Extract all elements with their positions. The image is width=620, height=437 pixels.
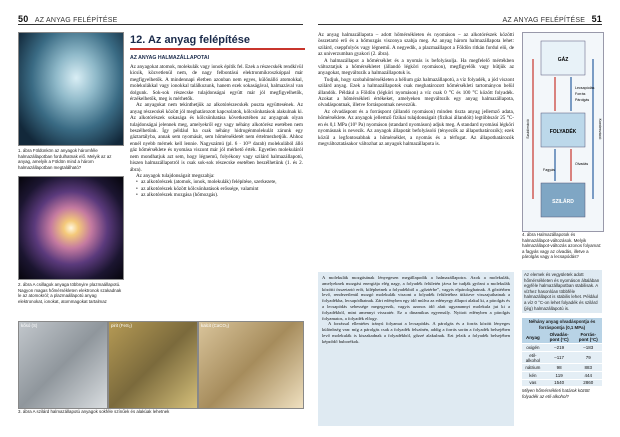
table-row [522,351,602,364]
list-item: • az alkotórészek mozgása (hőmozgás). [136,192,303,198]
left-running-title: AZ ANYAG FELÉPÍTÉSE [34,17,118,24]
data-table [522,331,602,386]
cave-photo [18,32,124,146]
mineral-calcite-photo [198,321,304,409]
label-sublimation: Szublimáció [526,119,530,139]
caption-fig2: 2. ábra A csillagok anyaga többnyire plazmaállapotú. Nagyon magas hőmérsékleten elektronok szakadnak le az atomokról; a plazmaállapotú anyag elektronokat, ionokat, atommagokat tartalmaz [18,282,122,304]
paragraph: Tudjuk, hogy szobahőmérsékleten a hélium gáz halmazállapotú, a víz folyadék, a jód viszont szilárd anyag. Ezek a halmazállapotok csak meghatározott hőmérsékleti tartományon belül állandók. Például a Földön (légköri nyomáson) a víz csak 0 °C és 100 °C között folyadék. Azokat a hőmérsékleti értékeket, amelyeken megváltozik egy anyag halmazállapota, olvadáspontnak, illetve forráspontnak nevezzük. [318,76,514,109]
table-cell: nátrium [522,364,544,372]
paragraph: Az olvadáspont és a forráspont (állandó nyomáson) minden tiszta anyag jellemző adata, hőmérséklete. Az anyagok jellemző fizikai tulajdonságait (fizikai állandóit) legtöbbször 25 °C-en és 0,1 MPa (10⁵ Pa) nyomáson (standard nyomáson) adjuk meg. A standard nyomású légköri nyomásnak is nevezik. Az anyagok állapotát befolyásoló (tényezők az állapothatározók); ezek közül a legfontosabbak a hőmérséklet, a nyomás és a térfogat. Az állapothatározók megváltoztatásakor változhat az anyagok halmazállapota is. [318,108,514,147]
right-header-rule [318,24,602,25]
paragraph: Az anyag halmazállapota – adott hőmérsékleten és nyomáson – az alkotórészek közötti összetartó erő és a hőmozgás viszonya szabja meg. Az anyag három halmazállapota lehet: szilárd, cseppfolyós vagy légnemű. A negyedik, a plazmaállapot a Földön ritkán fordul elő, de az univerzumban gyakori (2. ábra). [318,32,514,58]
galaxy-photo [18,176,124,280]
body-column-2 [318,32,514,268]
label-condensation: Lecsapódás [575,86,595,90]
table-cell: –219 [544,344,575,352]
table-title: Néhány anyag olvadáspontja és forráspontja (0,1 MPa) [522,318,602,331]
mineral-label-pyrite: pirit (FeS₂) [111,323,132,328]
right-page-number: 51 [591,14,602,24]
table-cell: 444 [575,371,602,379]
table-header: Forrás-pont (°C) [575,331,602,344]
table-cell: vas [522,379,544,386]
melting-boiling-table [522,318,602,399]
left-page-header [18,14,118,24]
paragraph: Az anyagok tulajdonságait megszabja: [136,172,215,179]
info-box [318,272,514,426]
caption-fig3: 3. ábra A szilárd halmazállapotú anyagok sokféle színűek és alakúak lehetnek [18,409,170,414]
table-cell: 883 [575,364,602,372]
table-cell: 1540 [544,379,575,386]
caption-fig4: 4. ábra Halmazállapotok és halmazállapot-változások. Melyik halmazállapot-változás azonos folyamat: a fagyás vagy az olvadás, illetve a párolgás vagy a lecsapódás? [522,232,602,260]
paragraph: Az anyagokat nem tekinthetjük az alkotórészecskék puszta együttesének. Az anyag részecskéi között jól meghatározott kapcsolatok, kölcsönhatások alakulnak ki. Az alkotórészek sokasága és kölcsönhatása következtében az anyagnak olyan tulajdonságai jelennek meg, amelyekről egy vagy néhány alkotórész esetében nem beszélhetünk. Így például ha csak néhány hidrogénmolekulát zárunk egy gáztartályba, annak sem nyomását, sem hőmérsékletét nem értelmezhetjük. Ahhoz ennél nyebb mérnek kell lennie. Nagyszámú (pl. 6 · 10²³ darab) molekulából álló gáz hőmérséklete és nyomása viszont már jól mérhető érték. Egyetlen molekuláról nem mondhatjuk azt sem, hogy légnemű, folyékony vagy szilárd halmazállapotú, hiszen halmazállapotról is csak sok-sok részecske esetében beszélhetünk (1. és 2. ábra). [130,102,303,173]
table-question: Milyen hőmérsékleti határok között folyadék az etil-alkohol? [522,388,590,399]
phase-diagram [522,32,604,232]
box-paragraph: A molekulák mozgásának lényegesen megállapodik a halmazállapotra. Azok a molekulák, amelyeknek mozgási energiája elég nagy, a folyadék felületén járva be tudják győzni a molekulák közötti összetartó erőt, kiléphetnek a folyadékból a „gőztérbe”, vagyis elpárologhatnak. A gőztérben levő, rendezetlenül mozgó molekulák viszont a folyadék felületéhez ütközve visszajuthatnak a folyadékba, lecsapódhatnak. Zárt edényben egy idő múlva az edényegy állapot alakul ki, a párolgás és a lecsapódás sebessége megegyezik, vagyis azonos idő alatt ugyanannyi molekula jut ki a folyadékból, mint amennyi visszatér. Ez a dinamikus egyensúly. Nyitott edényben a párolgás folyamatos, a folyadék elfogy. [322,275,510,321]
right-running-title: AZ ANYAG FELÉPÍTÉSE [502,17,586,24]
chapter-title: 12. Az anyag felépítése [130,34,251,46]
list-item: • az alkotórészek (atomok, ionok, molekulák) felépítése, szerkezete, [136,179,303,185]
label-deposition: Kondenzáció [598,118,602,140]
table-cell: kén [522,371,544,379]
label-gas: GÁZ [557,57,569,63]
mineral-halite-photo [18,321,108,409]
table-header: Olvadás-pont (°C) [544,331,575,344]
label-evaporation: Párolgás [575,98,590,102]
left-header-rule [18,24,303,25]
box-paragraph: A forrással ellentétes irányú folyamat a lecsapódás. A párolgás és a forrás között lényeges különbség van: míg a párolgás csak a folyadék felszínén, addig a forrás során a folyadék belsejében levő molekulák is kiszakadnak a folyadékból, gőzzé alakulnak. Ezt jelzik a folyadék belsejében képződő buborékok. [322,321,510,344]
table-cell: –183 [575,344,602,352]
section-subtitle: AZ ANYAG HALMAZÁLLAPOTAI [130,55,210,61]
mineral-pyrite-photo [108,321,198,409]
label-freezing: Fagyás [543,168,555,172]
label-solid: SZILÁRD [552,199,574,205]
side-note: Az elemek és vegyületek adott hőmérsékleten és nyomáson általában egyféle halmazállapotban stabilisak. A vízhez hasonlóan többféle halmazállapot is stabilis lehet. Például a víz 0 °C-on lehet folyadék és szilárd (jég) halmazállapotú is. [522,270,602,313]
label-boiling: Forrás [575,92,586,96]
table-cell: 98 [544,364,575,372]
label-melting: Olvadás [575,162,589,166]
mineral-label-halite: kősó (S) [21,323,38,328]
paragraph: Az anyagokat atomok, molekulák vagy ionok építik fel. Ezek a részecskék rendkívül kicsik, közvetlenül nem, de nagy felbontású elektronmikroszkóppal már megfigyelhetők. A mindennapi életben azonban nem egyes, különálló atomokkal, molekulákkal vagy ionokkal találkozunk, hanem ezek sokaságával, halmazával van dolgunk. Sok-sok részecske tulajdonságai együtt már jól megfigyelhetők, érzékelhetők, meg is mérhetők. [130,64,303,103]
body-column-1 [130,64,303,314]
table-cell: 119 [544,371,575,379]
table-cell: oxigén [522,344,544,352]
label-liquid: FOLYADÉK [549,129,577,135]
list-item: • az alkotórészek között kölcsönhatások erőssége, valamint [136,186,303,192]
table-row [522,371,602,379]
table-cell: 79 [575,351,602,364]
table-cell: 2860 [575,379,602,386]
paragraph: A halmazállapot a hőmérséklet és a nyomás is befolyásolja. Ha megfelelő mértékben változtatjuk a hőmérsékletet (állandó légköri nyomáson), megfigyelők vagy hűtjük az anyagokat, megváltozik a halmazállapotuk is. [318,57,514,77]
table-cell: –117 [544,351,575,364]
caption-fig1: 1. ábra Földünkön az anyagok háromféle halmazállapotban fordulhatnak elő. Melyik az az anyag, amelyik a Földön mind a három halmazállapotban megtalálható? [18,148,112,170]
chapter-title-rule [130,48,305,50]
table-cell: etil-alkohol [522,351,544,364]
phase-diagram-svg [523,33,603,231]
right-page-header [503,14,603,24]
table-row [522,364,602,372]
property-list [130,179,303,198]
table-row [522,379,602,386]
left-page-number: 50 [18,14,29,24]
table-row [522,344,602,352]
table-header: Anyag [522,331,544,344]
mineral-label-calcite: kalcit (CaCO₃) [201,323,230,328]
